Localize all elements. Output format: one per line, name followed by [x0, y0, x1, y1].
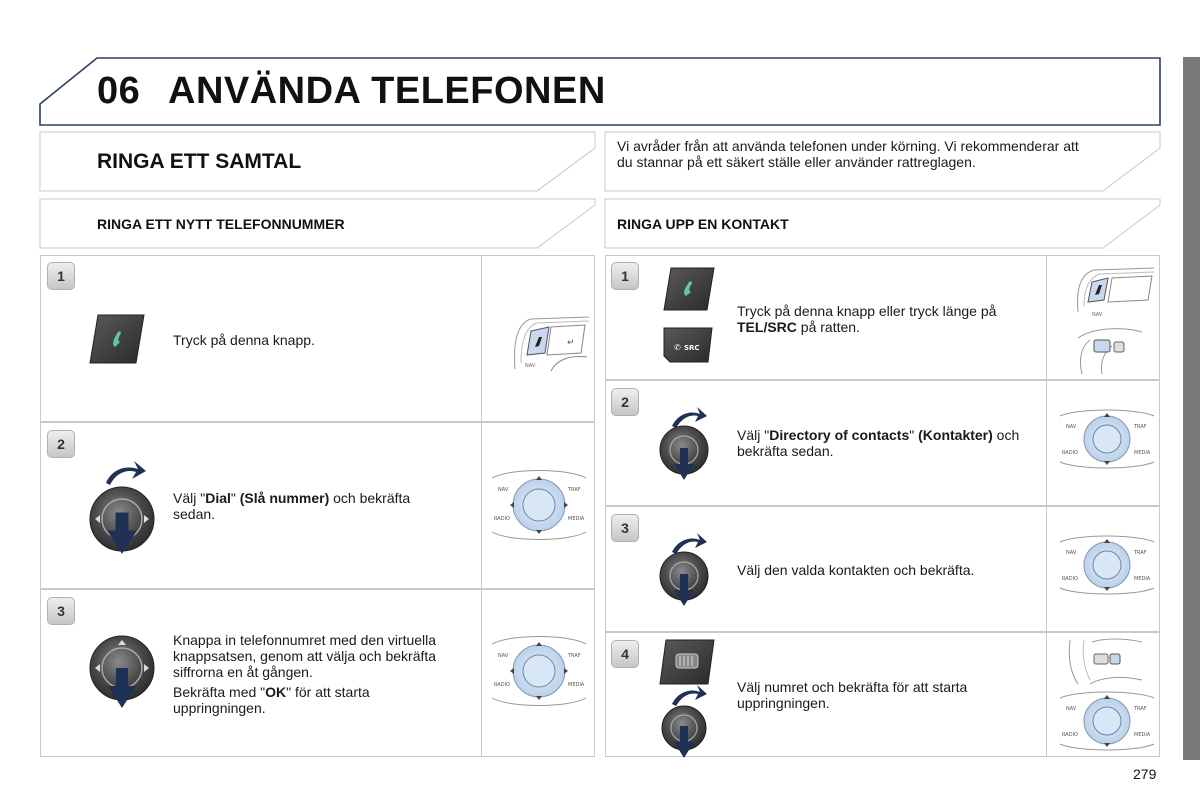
svg-text:MEDIA: MEDIA — [1134, 450, 1151, 456]
steering-wheel-controls-icon — [1064, 636, 1144, 688]
step-badge: 3 — [47, 597, 75, 625]
svg-text:TRAF: TRAF — [568, 487, 581, 493]
left-step-2-text: Välj "Dial" (Slå nummer) och bekräfta sedan. — [173, 490, 411, 522]
svg-text:MEDIA: MEDIA — [1134, 576, 1151, 582]
page-number: 279 — [1133, 766, 1157, 782]
svg-text:NAV: NAV — [1066, 424, 1077, 430]
navigation-console-icon — [490, 464, 588, 546]
tel-src-button-icon — [662, 326, 714, 364]
rotary-dial-press-icon — [656, 684, 716, 760]
svg-text:RADIO: RADIO — [494, 682, 510, 688]
rotary-dial-press-icon — [86, 457, 158, 557]
svg-text:NAV: NAV — [1092, 312, 1103, 318]
step-badge: 1 — [611, 262, 639, 290]
svg-text:SRC: SRC — [684, 344, 700, 352]
steering-button-panel-icon — [511, 313, 589, 375]
svg-text:NAV: NAV — [1066, 550, 1077, 556]
rotary-dial-press-icon — [656, 404, 716, 484]
chapter-title: ANVÄNDA TELEFONEN — [168, 70, 606, 112]
navigation-console-icon — [1058, 406, 1156, 472]
phone-button-icon — [662, 266, 716, 312]
svg-text:MEDIA: MEDIA — [1134, 732, 1151, 738]
step-badge: 3 — [611, 514, 639, 542]
step-badge: 4 — [611, 640, 639, 668]
navigation-console-icon — [490, 630, 588, 712]
svg-text:TRAF: TRAF — [1134, 706, 1147, 712]
svg-text:NAV: NAV — [498, 653, 509, 659]
svg-text:RADIO: RADIO — [494, 516, 510, 522]
svg-text:RADIO: RADIO — [1062, 576, 1078, 582]
chapter-number: 06 — [97, 70, 141, 112]
left-step-1-text: Tryck på denna knapp. — [173, 332, 315, 348]
svg-text:✆: ✆ — [674, 343, 681, 352]
svg-text:MEDIA: MEDIA — [568, 516, 585, 522]
rotary-dial-press-icon — [656, 530, 716, 610]
svg-text:TRAF: TRAF — [568, 653, 581, 659]
right-step-4-text: Välj numret och bekräfta för att starta uppringningen. — [737, 679, 968, 711]
warning-note: Vi avråder från att använda telefonen under körning. Vi rekommenderar att du stannar på ett säkert ställe eller använder rattreglagen. — [617, 138, 1079, 170]
svg-text:NAV: NAV — [498, 487, 509, 493]
svg-text:NAV: NAV — [1066, 706, 1077, 712]
right-heading: RINGA UPP EN KONTAKT — [617, 216, 789, 232]
svg-text:NAV: NAV — [525, 363, 536, 369]
section-title: RINGA ETT SAMTAL — [97, 150, 302, 173]
right-step-2-text: Välj "Directory of contacts" (Kontakter) och bekräfta sedan. — [737, 427, 1020, 459]
svg-text:TRAF: TRAF — [1134, 424, 1147, 430]
step-badge: 2 — [47, 430, 75, 458]
rotary-dial-press-icon — [86, 630, 158, 712]
svg-text:MEDIA: MEDIA — [568, 682, 585, 688]
phone-button-icon — [88, 313, 148, 365]
left-heading: RINGA ETT NYTT TELEFONNUMMER — [97, 216, 345, 232]
navigation-console-icon — [1058, 688, 1156, 754]
step-badge: 2 — [611, 388, 639, 416]
svg-text:RADIO: RADIO — [1062, 732, 1078, 738]
left-step-3-text: Knappa in telefonnumret med den virtuella knappsatsen, genom att välja och bekräfta siffrorna en åt gången. Bekräfta med "OK" för att starta uppringningen. — [173, 632, 437, 716]
svg-text:RADIO: RADIO — [1062, 450, 1078, 456]
steering-wheel-controls-icon — [1072, 262, 1156, 378]
steering-thumbwheel-icon — [658, 638, 716, 686]
right-step-1-text: Tryck på denna knapp eller tryck länge på TEL/SRC på ratten. — [737, 303, 997, 335]
svg-text:↵: ↵ — [567, 338, 575, 348]
svg-text:TRAF: TRAF — [1134, 550, 1147, 556]
step-badge: 1 — [47, 262, 75, 290]
navigation-console-icon — [1058, 532, 1156, 598]
right-step-3-text: Välj den valda kontakten och bekräfta. — [737, 562, 975, 578]
